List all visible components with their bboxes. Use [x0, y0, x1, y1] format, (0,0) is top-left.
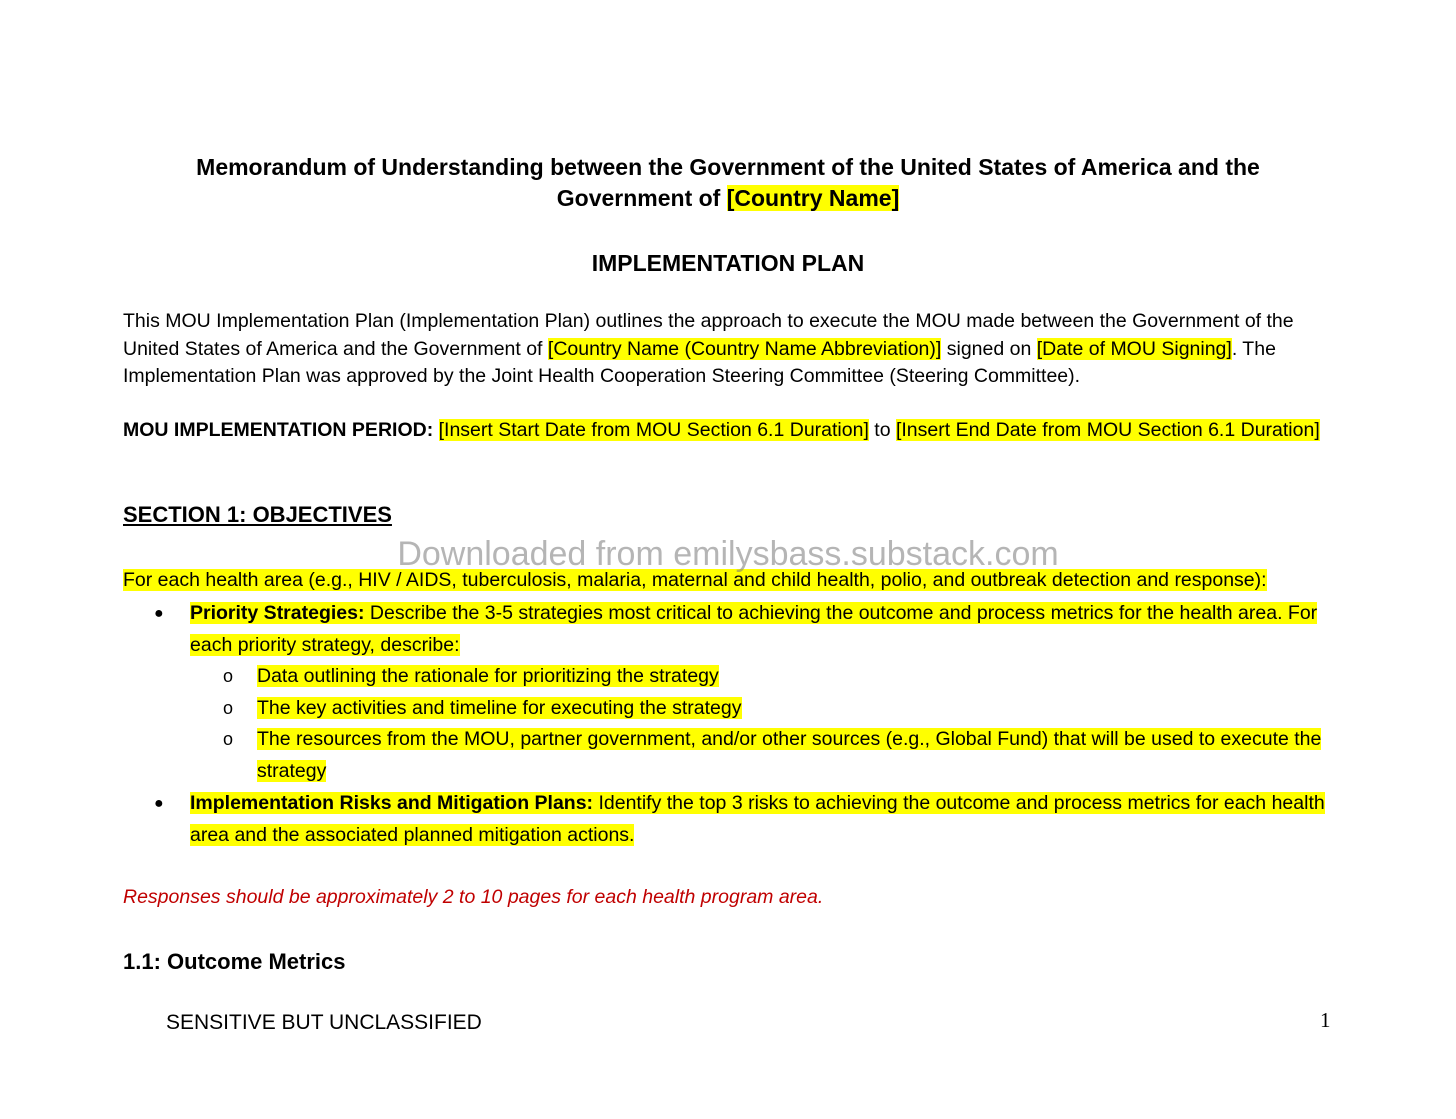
- country-abbrev-placeholder: [Country Name (Country Name Abbreviation)]: [547, 337, 942, 360]
- sub-bullet-text: Data outlining the rationale for prioritizing the strategy: [257, 665, 719, 687]
- bullet-text: Describe the 3-5 strategies most critical to achieving the outcome and process metrics for the health area. For each priority strategy, describe:: [190, 602, 1318, 656]
- classification-footer: SENSITIVE BUT UNCLASSIFIED: [166, 1011, 482, 1034]
- list-item: [123, 661, 1338, 693]
- title-line-2: [150, 183, 1306, 214]
- list-item: [123, 788, 1338, 851]
- sub-bullet-icon: o: [223, 729, 234, 749]
- period-connector: to: [874, 419, 891, 441]
- intro-text-3: . The Implementation Plan was approved by the Joint Health Cooperation Steering Committee (Steering Committee).: [123, 337, 1276, 387]
- bullet-icon: ●: [154, 605, 164, 622]
- intro-text-1: This MOU Implementation Plan (Implementation Plan) outlines the approach to execute the MOU made between the Government of the United States of America and the Government of: [123, 310, 1294, 360]
- for-each-text: For each health area (e.g., HIV / AIDS, tuberculosis, malaria, maternal and child health, polio, and outbreak detection and response):: [123, 569, 1267, 591]
- bullet-bold-label: Implementation Risks and Mitigation Plans:: [190, 792, 594, 814]
- priority-strategies-list: [123, 598, 1338, 787]
- sub-bullet-icon: o: [223, 697, 234, 718]
- length-note: Responses should be approximately 2 to 10 pages for each health program area.: [123, 886, 824, 908]
- bullet-text: Identify the top 3 risks to achieving the outcome and process metrics for each health area and the associated planned mitigation actions.: [190, 792, 1325, 846]
- page-number: 1: [1320, 1008, 1331, 1032]
- title-line-1: Memorandum of Understanding between the Government of the United States of America and the: [196, 154, 1260, 180]
- subsection-heading: 1.1: Outcome Metrics: [123, 949, 346, 974]
- signing-date-placeholder: [Date of MOU Signing]: [1036, 337, 1232, 360]
- bullet-icon: ●: [154, 795, 164, 812]
- sub-bullet-text: The resources from the MOU, partner government, and/or other sources (e.g., Global Fund) that will be used to execute the strategy: [257, 728, 1322, 782]
- intro-paragraph: [123, 308, 1338, 391]
- sub-bullet-icon: o: [223, 666, 234, 686]
- bullet-bold-label: Priority Strategies:: [190, 602, 365, 624]
- list-item: [123, 693, 1338, 725]
- sub-bullet-text: The key activities and timeline for executing the strategy: [257, 696, 742, 719]
- list-item: [123, 724, 1338, 787]
- risks-list: [123, 788, 1338, 851]
- document-subtitle: IMPLEMENTATION PLAN: [591, 250, 865, 276]
- implementation-period: [123, 417, 1338, 445]
- start-date-placeholder: [Insert Start Date from MOU Section 6.1 Duration]: [438, 419, 869, 441]
- title-line-2-prefix: Government of: [556, 185, 727, 211]
- section-1-heading: SECTION 1: OBJECTIVES: [123, 502, 392, 527]
- watermark: Downloaded from emilysbass.substack.com: [397, 535, 1059, 573]
- intro-text-2: signed on: [941, 337, 1037, 360]
- list-item: [123, 598, 1338, 661]
- document-title: [150, 152, 1306, 214]
- period-label: MOU IMPLEMENTATION PERIOD:: [123, 419, 434, 441]
- end-date-placeholder: [Insert End Date from MOU Section 6.1 Duration]: [895, 419, 1320, 441]
- country-name-placeholder: [Country Name]: [726, 185, 900, 211]
